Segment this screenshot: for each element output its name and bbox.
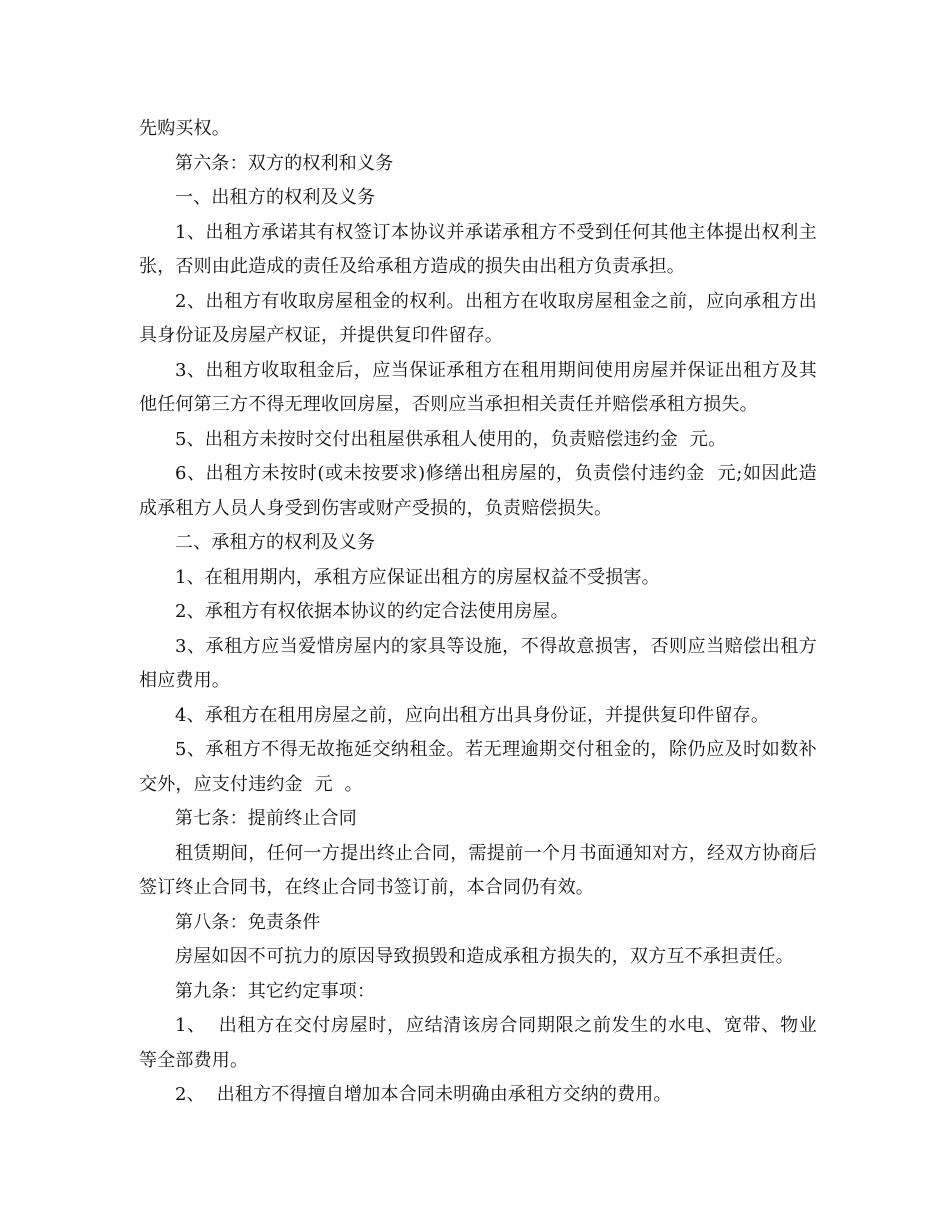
paragraph-lessee-3: 3、承租方应当爱惜房屋内的家具等设施，不得故意损害，否则应当赔偿出租方相应费用。	[139, 635, 817, 691]
document-body	[139, 112, 817, 1113]
paragraph-article-8: 房屋如因不可抗力的原因导致损毁和造成承租方损失的，双方互不承担责任。	[175, 946, 794, 967]
paragraph-article-9-2: 2、 出租方不得擅自增加本合同未明确由承租方交纳的费用。	[175, 1084, 672, 1105]
paragraph-1: 先购买权。	[139, 118, 230, 139]
paragraph-article-9-1: 1、 出租方在交付房屋时，应结清该房合同期限之前发生的水电、宽带、物业等全部费用。	[139, 1015, 817, 1071]
section-heading-article-7: 第七条：提前终止合同	[175, 808, 357, 829]
paragraph-lessee-2: 2、承租方有权依据本协议的约定合法使用房屋。	[175, 601, 569, 622]
section-heading-article-8: 第八条：免责条件	[175, 911, 321, 933]
paragraph-lessor-3: 3、出租方收取租金后，应当保证承租方在租用期间使用房屋并保证出租方及其他任何第三方不得无理收回房屋，否则应当承担相关责任并赔偿承租方损失。	[139, 359, 817, 415]
section-heading-article-9: 第九条：其它约定事项：	[175, 980, 376, 1002]
paragraph-lessee-5: 5、承租方不得无故拖延交纳租金。若无理逾期交付租金的，除仍应及时如数补交外，应支付违约金 元 。	[139, 739, 817, 795]
paragraph-article-7: 租赁期间，任何一方提出终止合同，需提前一个月书面通知对方，经双方协商后签订终止合同书，在终止合同书签订前，本合同仍有效。	[139, 842, 817, 898]
paragraph-lessor-6: 6、出租方未按时(或未按要求)修缮出租房屋的，负责偿付违约金 元;如因此造成承租方人员人身受到伤害或财产受损的，负责赔偿损失。	[139, 463, 817, 519]
paragraph-lessor-5: 5、出租方未按时交付出租屋供承租人使用的，负责赔偿违约金 元。	[175, 428, 727, 450]
paragraph-lessee-1: 1、在租用期内，承租方应保证出租方的房屋权益不受损害。	[175, 566, 660, 588]
subheading-lessee-rights: 二、承租方的权利及义务	[175, 532, 376, 553]
paragraph-lessee-4: 4、承租方在租用房屋之前，应向出租方出具身份证，并提供复印件留存。	[175, 704, 770, 726]
section-heading-article-6: 第六条：双方的权利和义务	[175, 152, 394, 174]
paragraph-lessor-2: 2、出租方有收取房屋租金的权利。出租方在收取房屋租金之前，应向承租方出具身份证及房屋产权证，并提供复印件留存。	[139, 290, 817, 346]
subheading-lessor-rights: 一、出租方的权利及义务	[175, 187, 376, 208]
paragraph-lessor-1: 1、出租方承诺其有权签订本协议并承诺承租方不受到任何其他主体提出权利主张，否则由此造成的责任及给承租方造成的损失由出租方负责承担。	[139, 221, 817, 277]
